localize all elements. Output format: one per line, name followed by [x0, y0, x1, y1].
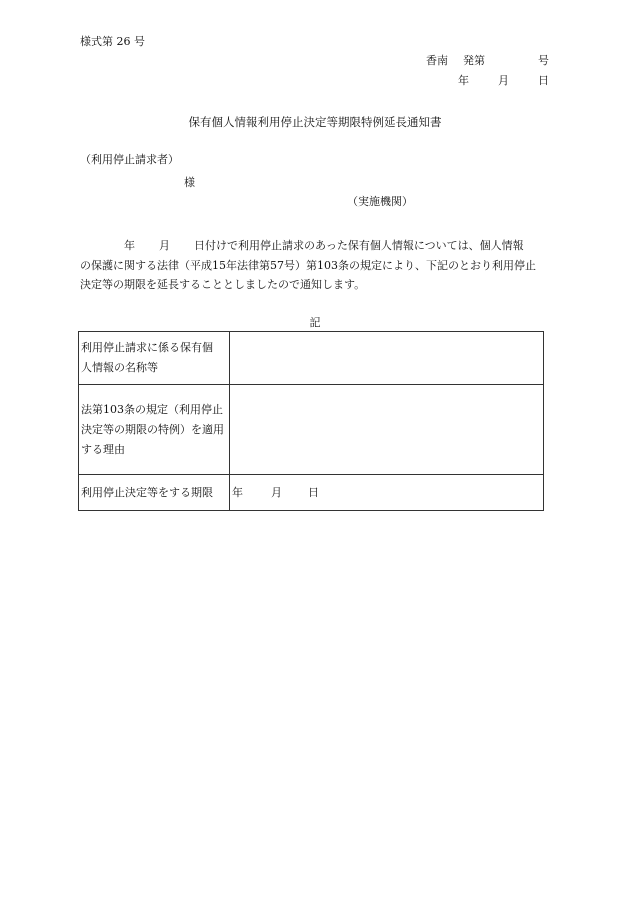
issue-day: 日	[538, 74, 549, 87]
deadline-year: 年	[232, 485, 243, 499]
issuer-prefix: 香南	[426, 54, 448, 67]
value-cell-deadline	[230, 475, 544, 511]
label-text: 法第103条の規定（利用停止	[81, 402, 223, 416]
agency-label: （実施機関）	[347, 195, 413, 208]
form-number: 様式第 26 号	[80, 35, 145, 48]
label-cell-personal-info-name	[79, 332, 230, 385]
body-line-1	[80, 236, 556, 256]
label-text: 利用停止請求に係る保有個	[81, 341, 213, 354]
body-date-month: 月	[159, 239, 170, 252]
table-row	[79, 332, 544, 385]
label-cell-reason	[79, 385, 230, 475]
issue-number-line	[426, 54, 549, 68]
table-row	[79, 475, 544, 511]
issue-label: 発第	[463, 54, 485, 67]
issue-date-line	[458, 74, 549, 88]
value-cell-personal-info-name	[230, 332, 544, 385]
deadline-month: 月	[271, 485, 282, 499]
issue-year: 年	[458, 74, 469, 87]
body-line-2: の保護に関する法律（平成15年法律第57号）第103条の規定により、下記のとおり利用停止	[80, 258, 536, 272]
value-cell-reason	[230, 385, 544, 475]
deadline-day: 日	[308, 485, 319, 499]
body-date-year: 年	[124, 239, 135, 252]
table-row	[79, 385, 544, 475]
label-text: する理由	[81, 442, 125, 456]
label-text: 人情報の名称等	[81, 361, 158, 374]
body-line-3: 決定等の期限を延長することとしましたので通知します。	[80, 278, 366, 291]
body-line-1-text: 日付けで利用停止請求のあった保有個人情報については、個人情報	[194, 239, 524, 252]
document-title: 保有個人情報利用停止決定等期限特例延長通知書	[188, 115, 442, 129]
notice-body	[80, 236, 556, 295]
issue-month: 月	[498, 74, 509, 87]
notice-details-table	[78, 331, 544, 511]
label-cell-deadline: 利用停止決定等をする期限	[79, 475, 230, 511]
requester-label: （利用停止請求者）	[80, 153, 179, 166]
label-text: 決定等の期限の特例）を適用	[81, 422, 224, 436]
ki-heading: 記	[309, 316, 321, 329]
number-suffix: 号	[538, 54, 549, 67]
recipient-honorific: 様	[184, 176, 195, 189]
